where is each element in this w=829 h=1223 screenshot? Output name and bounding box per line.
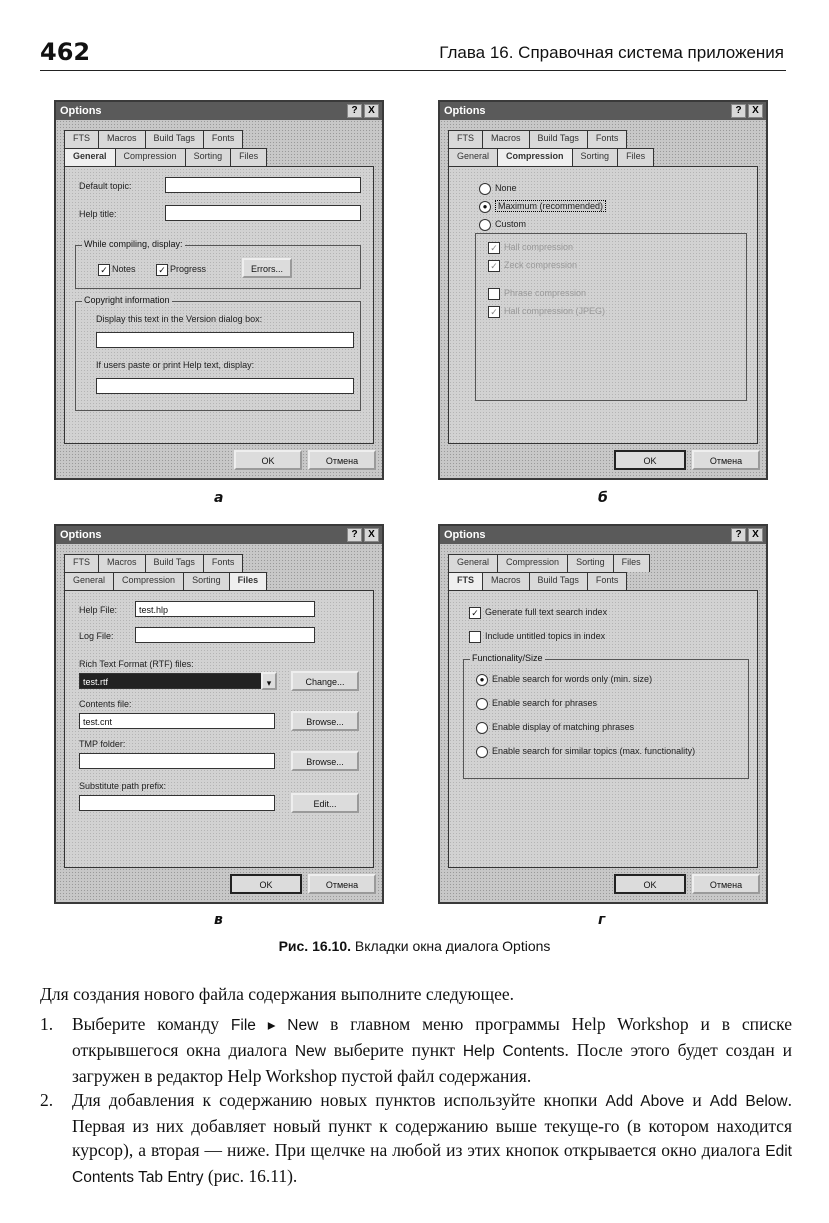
progress-label: Progress <box>170 264 207 274</box>
tab-build-tags[interactable]: Build Tags <box>145 554 204 572</box>
caption-v: в <box>214 912 223 928</box>
help-button[interactable]: ? <box>731 104 746 118</box>
generate-checkbox[interactable]: ✓ <box>469 607 481 619</box>
tab-fts[interactable]: FTS <box>448 572 483 590</box>
help-file-input[interactable]: test.hlp <box>135 601 315 617</box>
custom-options-group <box>475 233 747 401</box>
figure-text: Вкладки окна диалога Options <box>351 938 551 954</box>
intro-text: Для создания нового файла содержания выполните следующее. <box>40 984 515 1004</box>
tab-general[interactable]: General <box>64 572 114 590</box>
opt1-checkbox[interactable]: ✓ <box>488 242 500 254</box>
include-checkbox[interactable] <box>469 631 481 643</box>
cancel-button[interactable]: Отмена <box>692 450 760 470</box>
ok-button[interactable]: OK <box>234 450 302 470</box>
help-button[interactable]: ? <box>347 528 362 542</box>
opt2-checkbox[interactable]: ✓ <box>488 260 500 272</box>
tab-panel <box>448 166 758 444</box>
paste-text-input[interactable] <box>96 378 354 394</box>
functionality-label: Functionality/Size <box>472 653 543 663</box>
command-name: Add Below <box>709 1093 788 1110</box>
dialog-title: Options <box>60 105 102 117</box>
maximum-radio[interactable]: ● <box>479 201 491 213</box>
change-button[interactable]: Change... <box>291 671 359 691</box>
browse-contents-button[interactable]: Browse... <box>291 711 359 731</box>
help-button[interactable]: ? <box>731 528 746 542</box>
tab-fonts[interactable]: Fonts <box>203 130 244 148</box>
notes-label: Notes <box>112 264 136 274</box>
r2-radio[interactable] <box>476 698 488 710</box>
custom-label: Custom <box>495 219 527 229</box>
page-number: 462 <box>40 38 91 66</box>
tab-fts[interactable]: FTS <box>64 554 99 572</box>
tab-fonts[interactable]: Fonts <box>203 554 244 572</box>
help-button[interactable]: ? <box>347 104 362 118</box>
contents-file-input[interactable]: test.cnt <box>79 713 275 729</box>
cancel-button[interactable]: Отмена <box>308 874 376 894</box>
chapter-title: Глава 16. Справочная система приложения <box>439 43 784 62</box>
opt2-label: Zeck compression <box>504 260 578 270</box>
tab-fonts[interactable]: Fonts <box>587 130 628 148</box>
tab-panel <box>64 166 374 444</box>
copyright-label: Copyright information <box>84 295 170 305</box>
close-button[interactable]: X <box>364 528 379 542</box>
contents-file-label: Contents file: <box>79 699 132 709</box>
tab-macros[interactable]: Macros <box>482 572 530 590</box>
r4-label: Enable search for similar topics (max. functionality) <box>492 746 696 756</box>
substitute-label: Substitute path prefix: <box>79 781 167 791</box>
help-title-label: Help title: <box>79 209 117 219</box>
tab-build-tags[interactable]: Build Tags <box>529 572 588 590</box>
generate-label: Generate full text search index <box>485 607 608 617</box>
default-topic-input[interactable] <box>165 177 361 193</box>
r3-radio[interactable] <box>476 722 488 734</box>
list-item-text <box>72 1012 792 1088</box>
opt1-label: Hall compression <box>504 242 574 252</box>
tab-compression[interactable]: Compression <box>113 572 184 590</box>
maximum-label: Maximum (recommended) <box>495 200 606 212</box>
tab-fonts[interactable]: Fonts <box>587 572 628 590</box>
browse-tmp-button[interactable]: Browse... <box>291 751 359 771</box>
command-name: Help Contents <box>462 1043 565 1060</box>
ok-button[interactable]: OK <box>230 874 302 894</box>
dialog-general <box>54 100 384 480</box>
title-bar <box>56 526 382 544</box>
figure-label: Рис. 16.10. <box>278 938 352 954</box>
text-run: . Первая из них добавляет новый пункт к содержанию выше текуще-го (в котором находится курсор), а вторая — ниже. При щелчке на любой из этих кнопок открывается окно диалога <box>72 1090 793 1160</box>
r4-radio[interactable] <box>476 746 488 758</box>
display-version-label: Display this text in the Version dialog box: <box>96 314 263 324</box>
close-button[interactable]: X <box>748 104 763 118</box>
tab-files[interactable]: Files <box>613 554 650 572</box>
tab-compression[interactable]: Compression <box>497 554 568 572</box>
dialog-title: Options <box>60 529 102 541</box>
tab-macros[interactable]: Macros <box>482 130 530 148</box>
dialog-title: Options <box>444 105 486 117</box>
notes-checkbox[interactable]: ✓ <box>98 264 110 276</box>
opt3-label: Phrase compression <box>504 288 587 298</box>
tab-sorting[interactable]: Sorting <box>572 148 619 166</box>
command-name: Edit Contents Tab Entry <box>72 1143 792 1186</box>
caption-b: б <box>598 490 608 506</box>
while-compiling-group <box>75 239 361 289</box>
tab-files[interactable]: Files <box>230 148 267 166</box>
dialog-compression <box>438 100 768 480</box>
tab-macros[interactable]: Macros <box>98 130 146 148</box>
list-item <box>40 1088 792 1190</box>
close-button[interactable]: X <box>748 528 763 542</box>
page-header <box>40 38 786 71</box>
tab-files[interactable]: Files <box>617 148 654 166</box>
tab-sorting[interactable]: Sorting <box>185 148 232 166</box>
title-bar <box>440 526 766 544</box>
while-compiling-label: While compiling, display: <box>84 239 183 249</box>
text-run: . После этого будет создан и загружен в редактор Help Workshop пустой файл содержания. <box>72 1040 792 1086</box>
help-title-input[interactable] <box>165 205 361 221</box>
r3-label: Enable display of matching phrases <box>492 722 635 732</box>
r1-radio[interactable]: ● <box>476 674 488 686</box>
command-name: Add Above <box>605 1093 685 1110</box>
none-radio[interactable] <box>479 183 491 195</box>
substitute-input[interactable] <box>79 795 275 811</box>
version-text-input[interactable] <box>96 332 354 348</box>
tab-panel <box>64 590 374 868</box>
log-file-label: Log File: <box>79 631 114 641</box>
intro-paragraph <box>40 982 792 1006</box>
edit-button[interactable]: Edit... <box>291 793 359 813</box>
text-run: (рис. 16.11). <box>203 1166 298 1186</box>
chevron-down-icon[interactable]: ▾ <box>261 672 277 690</box>
command-name: File ▸ New <box>230 1017 319 1034</box>
cancel-button[interactable]: Отмена <box>308 450 376 470</box>
command-name: New <box>294 1043 326 1060</box>
list-item <box>40 1012 792 1088</box>
tab-sorting[interactable]: Sorting <box>567 554 614 572</box>
ok-button[interactable]: OK <box>614 450 686 470</box>
tab-fts[interactable]: FTS <box>64 130 99 148</box>
include-label: Include untitled topics in index <box>485 631 606 641</box>
r1-label: Enable search for words only (min. size) <box>492 674 653 684</box>
tab-sorting[interactable]: Sorting <box>183 572 230 590</box>
tab-panel <box>448 590 758 868</box>
list-number: 1. <box>40 1014 54 1034</box>
if-users-label: If users paste or print Help text, display: <box>96 360 255 370</box>
title-bar <box>56 102 382 120</box>
tab-build-tags[interactable]: Build Tags <box>529 130 588 148</box>
dialog-title: Options <box>444 529 486 541</box>
caption-a: а <box>214 490 224 506</box>
figure-caption <box>0 938 829 954</box>
tmp-folder-label: TMP folder: <box>79 739 126 749</box>
r2-label: Enable search for phrases <box>492 698 598 708</box>
none-label: None <box>495 183 517 193</box>
tab-compression[interactable]: Compression <box>497 148 573 166</box>
tab-general[interactable]: General <box>448 554 498 572</box>
caption-g: г <box>598 912 606 928</box>
tmp-folder-input[interactable] <box>79 753 275 769</box>
opt4-label: Hall compression (JPEG) <box>504 306 606 316</box>
text-run: и <box>684 1090 710 1110</box>
text-run: в главном меню программы Help Workshop и в списке открывшегося окна диалога <box>72 1014 792 1060</box>
tab-macros[interactable]: Macros <box>98 554 146 572</box>
functionality-group <box>463 653 749 779</box>
tab-general[interactable]: General <box>64 148 116 166</box>
list-item-text <box>72 1088 792 1190</box>
text-run: Выберите команду <box>72 1014 231 1034</box>
close-button[interactable]: X <box>364 104 379 118</box>
help-file-label: Help File: <box>79 605 118 615</box>
default-topic-label: Default topic: <box>79 181 132 191</box>
errors-button[interactable]: Errors... <box>242 258 292 278</box>
tab-build-tags[interactable]: Build Tags <box>145 130 204 148</box>
ok-button[interactable]: OK <box>614 874 686 894</box>
opt3-checkbox[interactable] <box>488 288 500 300</box>
tab-general[interactable]: General <box>448 148 498 166</box>
log-file-input[interactable] <box>135 627 315 643</box>
copyright-group <box>75 295 361 411</box>
tab-files[interactable]: Files <box>229 572 268 590</box>
progress-checkbox[interactable]: ✓ <box>156 264 168 276</box>
opt4-checkbox[interactable]: ✓ <box>488 306 500 318</box>
rtf-files-select[interactable]: test.rtf <box>79 673 275 689</box>
text-run: Для добавления к содержанию новых пунктов используйте кнопки <box>72 1090 606 1110</box>
dialog-fts <box>438 524 768 904</box>
title-bar <box>440 102 766 120</box>
tab-fts[interactable]: FTS <box>448 130 483 148</box>
text-run: выберите пункт <box>325 1040 463 1060</box>
cancel-button[interactable]: Отмена <box>692 874 760 894</box>
dialog-files <box>54 524 384 904</box>
custom-radio[interactable] <box>479 219 491 231</box>
list-number: 2. <box>40 1090 54 1110</box>
tab-compression[interactable]: Compression <box>115 148 186 166</box>
rtf-files-label: Rich Text Format (RTF) files: <box>79 659 194 669</box>
